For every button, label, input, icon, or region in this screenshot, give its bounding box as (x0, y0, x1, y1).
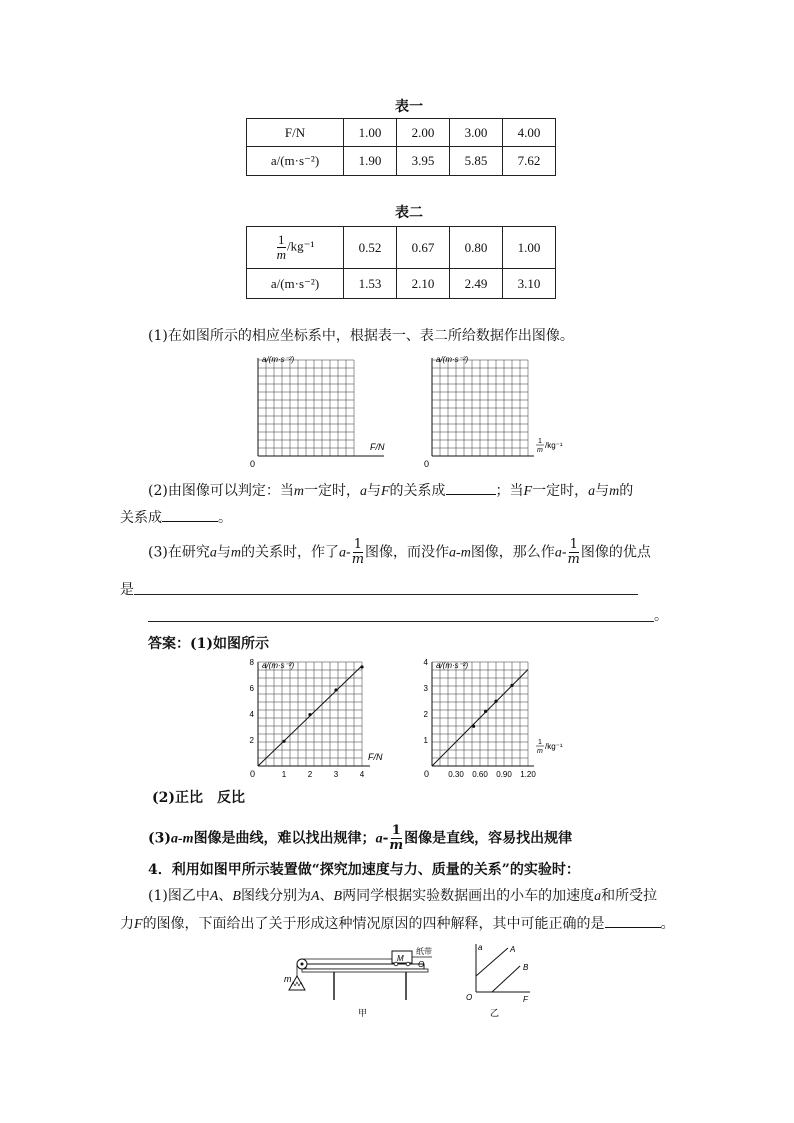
text: 。 (218, 510, 232, 526)
y-tick-label: 4 (423, 658, 428, 667)
y-tick-label: 8 (249, 658, 254, 667)
line-A (476, 948, 508, 976)
question-4-line1 (148, 886, 657, 907)
var-m: m (293, 484, 304, 499)
answer-graph-left (244, 656, 424, 780)
frac-num: 1 (569, 537, 578, 552)
label-F: F (523, 995, 528, 1004)
table2-cell: 2.10 (397, 269, 450, 299)
origin-label: 0 (250, 459, 256, 469)
grid (432, 662, 528, 766)
x-tick-label: 0.30 (448, 770, 464, 779)
label-a: a (478, 943, 483, 952)
var-B: B (333, 889, 343, 904)
var-a: a (375, 831, 383, 847)
y-tick-label: 1 (423, 736, 428, 745)
var-F: F (523, 484, 533, 499)
question-3-line2-label: 是 (120, 582, 134, 598)
var-m: m (230, 545, 241, 561)
text: 图线分别为 (240, 888, 311, 904)
table2-cell: 2.49 (450, 269, 503, 299)
label-O: O (466, 993, 473, 1002)
grid (432, 360, 528, 456)
text: 与 (216, 544, 231, 561)
var-m: m (609, 484, 620, 499)
x-tick-label: 1.20 (520, 770, 536, 779)
question-2-line1 (148, 480, 633, 502)
data-point (334, 688, 337, 691)
table1-row1-label: F/N (247, 119, 344, 147)
table1-cell: 5.85 (450, 147, 503, 176)
table2-row2-label: a/(m·s⁻²) (247, 269, 344, 299)
table1-cell: 1.00 (344, 119, 397, 147)
var-a: a (554, 545, 562, 561)
answer-blank[interactable] (162, 507, 218, 522)
table2-row1-label (247, 227, 344, 269)
x-tick-label: 0.60 (472, 770, 488, 779)
y-axis-label: a/(m·s⁻²) (436, 661, 469, 670)
table2-unit: /kg⁻¹ (287, 238, 315, 254)
text: (3)在研究 (148, 544, 210, 561)
data-point (282, 740, 285, 743)
origin-label: 0 (424, 769, 430, 779)
table2 (246, 226, 556, 299)
grid (258, 360, 354, 456)
table1-caption: 表一 (395, 99, 423, 115)
text: 一定时， (532, 483, 589, 499)
text: 、 (319, 888, 334, 904)
table2-cell: 3.10 (503, 269, 556, 299)
answer-2: (2)正比 反比 (152, 790, 245, 806)
figure-caption: 甲 (358, 1008, 368, 1018)
table1-cell: 4.00 (503, 119, 556, 147)
frac-num: 1 (278, 232, 285, 247)
table2-cell: 1.00 (503, 227, 556, 269)
pulley-axle (301, 963, 304, 966)
text: - (345, 544, 351, 561)
answer-line[interactable] (134, 594, 638, 595)
x-tick-label: 1 (281, 770, 287, 779)
text: (1)图乙中 (148, 888, 210, 904)
table-edge (302, 969, 428, 972)
var-F: F (134, 917, 143, 932)
var-F: F (380, 484, 390, 499)
answer-line[interactable] (148, 621, 654, 622)
table1-cell: 7.62 (503, 147, 556, 176)
data-point (510, 684, 513, 687)
line-B (492, 966, 520, 992)
text: 的图像，下面给出了关于形成这种情况原因的四种解释，其中可能正确的是 (142, 916, 605, 932)
label-m: m (284, 974, 292, 984)
label-paper: 纸带 (416, 947, 432, 956)
x-axis-label: F/N (370, 442, 385, 452)
table1-cell: 3.00 (450, 119, 503, 147)
y-tick-label: 3 (423, 684, 428, 693)
x-frac-num: 1 (538, 438, 542, 445)
text: 、 (218, 888, 233, 904)
answer-label: 答案：(1)如图所示 (148, 636, 269, 652)
x-frac-num: 1 (538, 739, 542, 746)
y-axis-label: a/(m·s⁻²) (262, 355, 295, 364)
text: (2)由图像可以判定：当 (148, 483, 294, 499)
text: 的 (619, 483, 634, 499)
origin-label: 0 (424, 459, 430, 469)
y-axis-label: a/(m·s⁻²) (436, 355, 469, 364)
figure-caption: 乙 (490, 1008, 500, 1018)
var-A: A (209, 889, 219, 904)
figure-jia-apparatus (282, 942, 452, 1022)
text: ；当 (495, 483, 524, 499)
question-2-line2 (120, 507, 232, 528)
origin-label: 0 (250, 769, 256, 779)
y-tick-label: 2 (249, 736, 254, 745)
text: 关系成 (120, 510, 162, 526)
question-4-title: 4．利用如图甲所示装置做“探究加速度与力、质量的关系”的实验时： (148, 862, 580, 878)
text: 的关系时，作了 (240, 544, 339, 561)
var-a: a (359, 484, 367, 499)
var-a: a (338, 545, 346, 561)
table1-cell: 3.95 (397, 147, 450, 176)
table1-cell: 2.00 (397, 119, 450, 147)
table2-cell: 0.67 (397, 227, 450, 269)
text: (3) (148, 830, 171, 847)
text: - (382, 830, 389, 847)
table2-cell: 0.80 (450, 227, 503, 269)
x-tick-label: 3 (333, 770, 339, 779)
question-1: (1)在如图所示的相应坐标系中，根据表一、表二所给数据作出图像。 (148, 328, 574, 344)
answer-blank[interactable] (446, 480, 496, 495)
y-tick-label: 2 (423, 710, 428, 719)
table1 (246, 118, 556, 176)
data-point (472, 725, 475, 728)
table2-caption: 表二 (395, 205, 423, 221)
data-point (484, 710, 487, 713)
text: 与 (366, 483, 381, 499)
frac-den: m (276, 247, 286, 262)
text: 图像的优点 (580, 544, 651, 561)
data-point (494, 700, 497, 703)
x-tick-label: 0.90 (496, 770, 512, 779)
y-tick-label: 6 (249, 684, 254, 693)
answer-graph-right (418, 656, 608, 780)
label-A: A (510, 945, 516, 954)
text: 图像，那么作 (470, 544, 555, 561)
frac-den: m (567, 552, 580, 567)
var-am: a-m (171, 831, 194, 847)
data-point (360, 665, 363, 668)
end-period: 。 (654, 608, 668, 624)
var-B: B (232, 889, 241, 904)
data-point (308, 713, 311, 716)
text: 力 (120, 916, 134, 932)
text: 图像，而没作 (365, 544, 450, 561)
x-axis-label: /kg⁻¹ (545, 441, 563, 450)
var-am: a-m (449, 545, 471, 561)
text: 与 (595, 483, 610, 499)
var-a: a (594, 889, 602, 904)
x-tick-label: 4 (359, 770, 365, 779)
text: 的关系成 (389, 483, 446, 499)
text: 一定时， (303, 483, 360, 499)
y-tick-label: 4 (249, 710, 254, 719)
x-axis-label: /kg⁻¹ (545, 742, 563, 751)
label-O: O (418, 960, 425, 969)
frac-num: 1 (391, 823, 401, 838)
frac-den: m (389, 838, 404, 853)
var-a: a (209, 545, 217, 561)
table2-cell: 0.52 (344, 227, 397, 269)
table2-cell: 1.53 (344, 269, 397, 299)
var-A: A (310, 889, 320, 904)
frac-den: m (351, 552, 365, 567)
answer-blank[interactable] (605, 913, 661, 928)
x-axis-label: F/N (368, 752, 383, 762)
answer-3 (148, 824, 572, 853)
text: 和所受拉 (601, 888, 658, 904)
text: 两同学根据实验数据画出的小车的加速度 (342, 888, 595, 904)
table1-row2-label: a/(m·s⁻²) (247, 147, 344, 176)
label-M: M (397, 954, 404, 963)
text: - (561, 544, 567, 561)
blank-graph-left (244, 348, 424, 470)
x-frac-den: m (537, 447, 543, 454)
label-B: B (523, 963, 529, 972)
text: 。 (660, 916, 675, 932)
table1-cell: 1.90 (344, 147, 397, 176)
blank-graph-right (418, 348, 608, 470)
x-tick-label: 2 (307, 770, 313, 779)
text: 图像是曲线，难以找出规律； (193, 830, 376, 847)
x-frac-den: m (537, 748, 543, 755)
frac-num: 1 (353, 537, 362, 552)
cart-wheel (406, 962, 410, 966)
y-axis-label: a/(m·s⁻²) (262, 661, 295, 670)
var-a: a (588, 484, 596, 499)
figure-yi-graph (460, 940, 550, 1022)
question-4-line2 (120, 913, 675, 935)
question-3-line1 (148, 538, 651, 567)
text: 图像是直线，容易找出规律 (404, 830, 573, 847)
